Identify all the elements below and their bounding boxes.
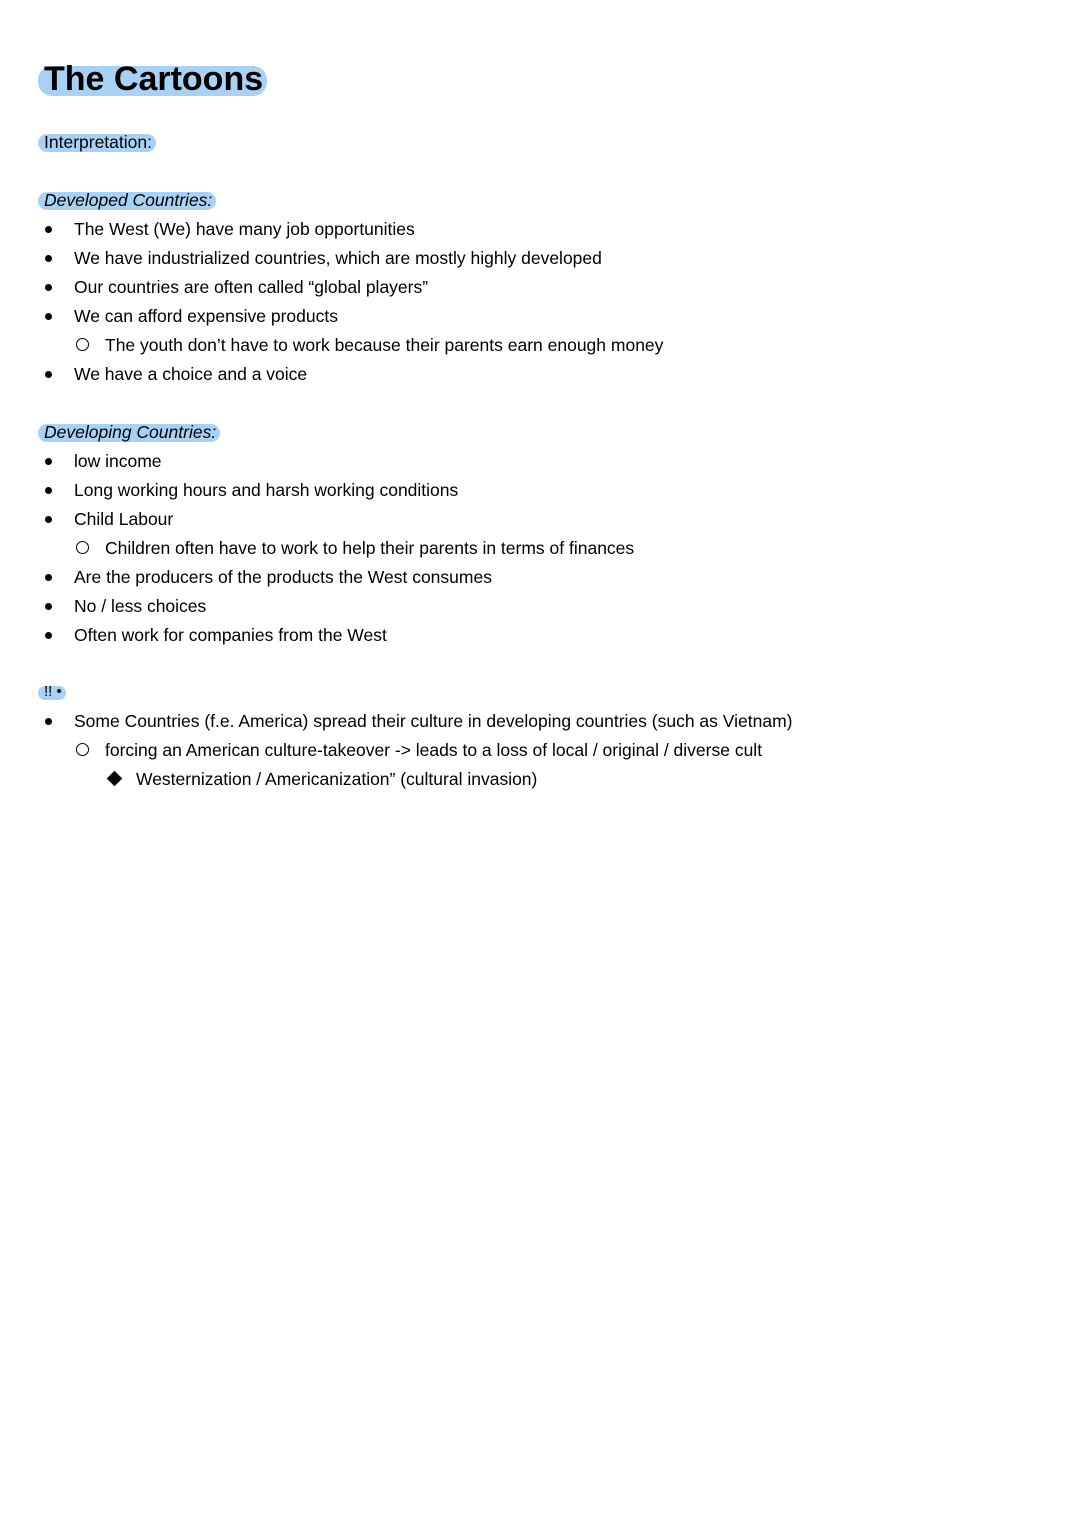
list-item: Long working hours and harsh working conditions xyxy=(74,480,459,500)
list-item: Are the producers of the products the West consumes xyxy=(74,567,492,587)
bullet-circle-icon xyxy=(76,743,89,756)
interpretation-label: Interpretation: xyxy=(44,132,152,152)
list-item: We can afford expensive products xyxy=(74,306,338,326)
sub-list-item: The youth don’t have to work because their parents earn enough money xyxy=(105,335,664,355)
important-marker xyxy=(44,682,62,702)
developed-heading-text: Developed Countries: xyxy=(44,190,213,210)
developing-heading xyxy=(44,420,216,444)
bullet-circle-icon xyxy=(76,338,89,351)
list-item: Some Countries (f.e. America) spread their culture in developing countries (such as Vietnam) xyxy=(74,711,793,731)
bullet-diamond-icon xyxy=(107,771,123,787)
bullet-dot-icon xyxy=(45,603,52,610)
developing-heading-text: Developing Countries: xyxy=(44,422,217,442)
sub-sub-list-item: Westernization / Americanization” (cultural invasion) xyxy=(136,769,538,789)
page-title-text: The Cartoons xyxy=(44,60,264,98)
developed-heading xyxy=(44,188,212,212)
bullet-dot-icon xyxy=(45,458,52,465)
bullet-dot-icon xyxy=(45,313,52,320)
bullet-dot-icon xyxy=(45,284,52,291)
bullet-dot-icon xyxy=(45,371,52,378)
bullet-dot-icon xyxy=(45,487,52,494)
sub-list-item: forcing an American culture-takeover -> leads to a loss of local / original / diverse cult xyxy=(105,740,763,760)
interpretation-heading xyxy=(44,130,152,154)
sub-list-item: Children often have to work to help their parents in terms of finances xyxy=(105,538,635,558)
bullet-circle-icon xyxy=(76,541,89,554)
list-item: low income xyxy=(74,451,162,471)
list-item: Child Labour xyxy=(74,509,174,529)
list-item: No / less choices xyxy=(74,596,207,616)
list-item: The West (We) have many job opportunities xyxy=(74,219,415,239)
page-title xyxy=(44,58,263,100)
bullet-dot-icon xyxy=(45,718,52,725)
list-item: Often work for companies from the West xyxy=(74,625,387,645)
bullet-dot-icon xyxy=(45,516,52,523)
list-item: Our countries are often called “global players” xyxy=(74,277,429,297)
bullet-dot-icon xyxy=(45,574,52,581)
bullet-dot-icon xyxy=(45,632,52,639)
bullet-dot-icon xyxy=(45,226,52,233)
bullet-dot-icon xyxy=(45,255,52,262)
list-item: We have industrialized countries, which are mostly highly developed xyxy=(74,248,602,268)
important-marker-text: !! • xyxy=(44,683,62,700)
list-item: We have a choice and a voice xyxy=(74,364,308,384)
